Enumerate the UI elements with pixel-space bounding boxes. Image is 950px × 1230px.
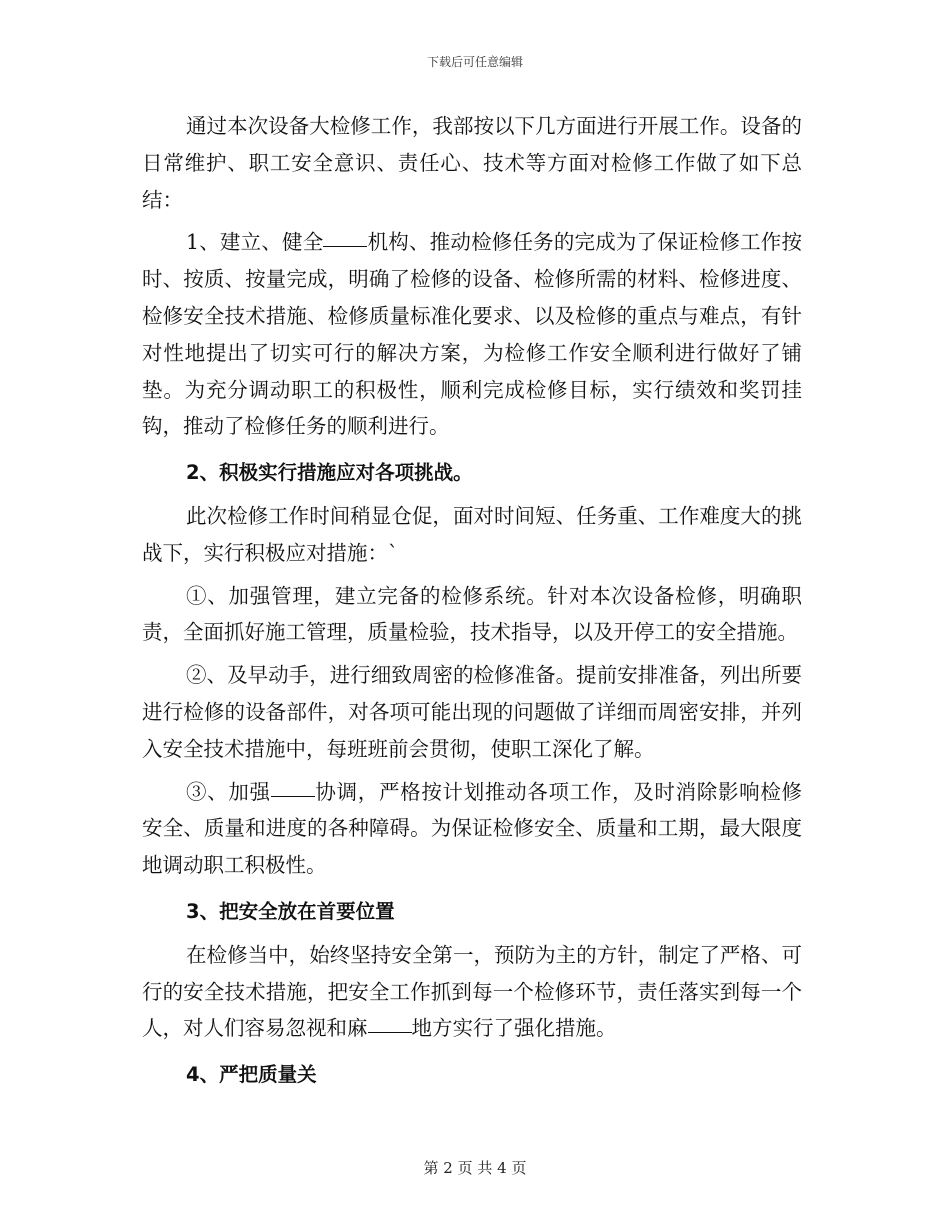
blank-underline <box>323 245 367 247</box>
paragraph-item-1-start: 1、建立、健全 <box>186 230 324 255</box>
paragraph-intro: 通过本次设备大检修工作，我部按以下几方面进行开展工作。设备的日常维护、职工安全意识、责任心、技术等方面对检修工作做了如下总结： <box>142 114 802 212</box>
paragraph-measure-3-start: ③、加强 <box>186 779 271 804</box>
blank-underline <box>271 795 315 797</box>
paragraph-safety <box>142 937 802 1047</box>
paragraph-measure-3 <box>142 774 802 884</box>
paragraph-safety-rest: 地方实行了强化措施。 <box>411 1016 617 1041</box>
paragraph-measure-1: ①、加强管理，建立完备的检修系统。针对本次设备检修，明确职责，全面抓好施工管理，质量检验，技术指导，以及开停工的安全措施。 <box>142 583 802 645</box>
paragraph-safety-start: 在检修当中，始终坚持安全第一，预防为主的方针，制定了严格、可行的安全技术措施，把安全工作抓到每一个检修环节，责任落实到每一个人，对人们容易忽视和麻 <box>142 942 802 1041</box>
section-heading-3: 3、把安全放在首要位置 <box>186 899 395 923</box>
page-header-note: 下载后可任意编辑 <box>426 55 523 69</box>
section-heading-2: 2、积极实行措施应对各项挑战。 <box>186 461 473 485</box>
document-body <box>142 108 802 1094</box>
section-heading-4: 4、严把质量关 <box>186 1063 317 1087</box>
paragraph-challenge: 此次检修工作时间稍显仓促，面对时间短、任务重、工作难度大的挑战下，实行积极应对措施：` <box>142 503 802 565</box>
paragraph-item-1-rest: 机构、推动检修任务的完成为了保证检修工作按时、按质、按量完成，明确了检修的设备、检修所需的材料、检修进度、检修安全技术措施、检修质量标准化要求、以及检修的重点与难点，有针对性地提出了切实可行的解决方案，为检修工作安全顺利进行做好了铺垫。为充分调动职工的积极性，顺利完成检修目标，实行绩效和奖罚挂钩，推动了检修任务的顺利进行。 <box>142 230 802 439</box>
paragraph-item-1 <box>142 224 802 445</box>
blank-underline <box>368 1031 412 1033</box>
page-footer-number: 第 2 页 共 4 页 <box>423 1159 527 1177</box>
paragraph-measure-3-rest: 协调，严格按计划推动各项工作，及时消除影响检修安全、质量和进度的各种障碍。为保证检修安全、质量和工期，最大限度地调动职工积极性。 <box>142 779 803 878</box>
paragraph-measure-2: ②、及早动手，进行细致周密的检修准备。提前安排准备，列出所要进行检修的设备部件，对各项可能出现的问题做了详细而周密安排，并列入安全技术措施中，每班班前会贯彻，使职工深化了解。 <box>142 663 802 761</box>
